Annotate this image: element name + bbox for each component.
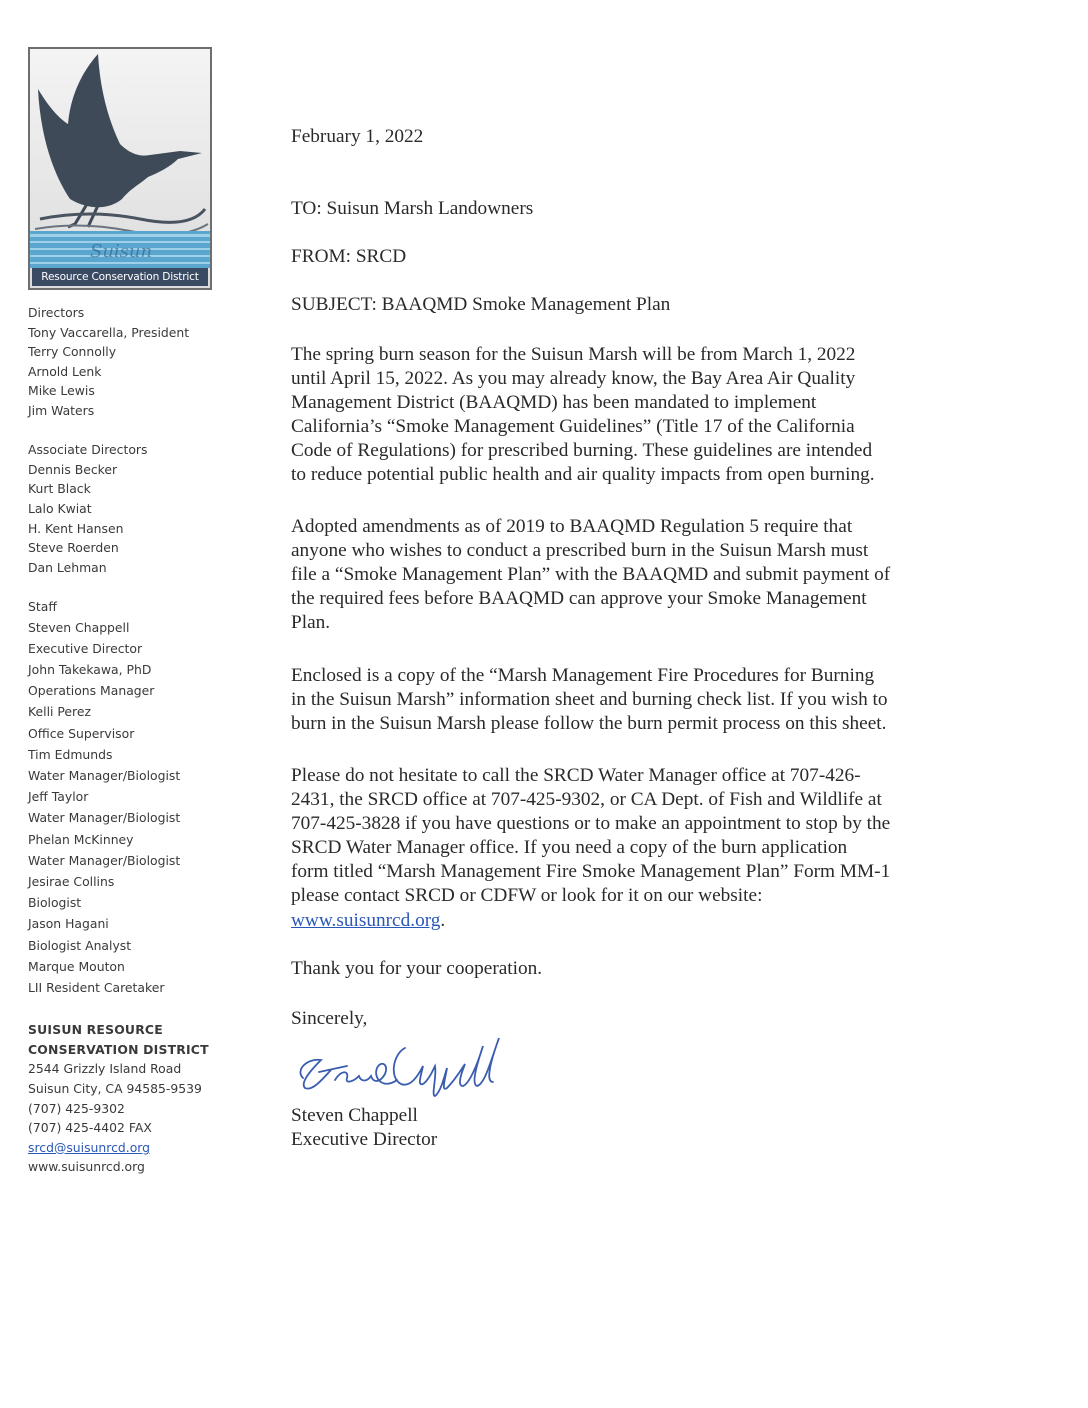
org-name-line1: SUISUN RESOURCE: [28, 1022, 163, 1038]
paragraph-burn-season: [291, 343, 961, 488]
organization-logo: [28, 47, 212, 290]
staff-line: Phelan McKinney: [28, 831, 134, 847]
directors-heading: Directors: [28, 305, 85, 320]
thank-you-line: Thank you for your cooperation.: [291, 958, 543, 979]
director-name: Terry Connolly: [28, 344, 117, 360]
paragraph-line: 2431, the SRCD office at 707-425-9302, or CA Dept. of Fish and Wildlife at: [291, 789, 882, 811]
paragraph-line: to reduce potential public health and air quality impacts from open burning.: [291, 464, 875, 486]
logo-org-name: Resource Conservation District: [32, 268, 208, 286]
letter-to: TO: Suisun Marsh Landowners: [291, 198, 534, 219]
signer-title: Executive Director: [291, 1129, 438, 1150]
sidebar: [28, 303, 228, 1177]
org-address-line1: 2544 Grizzly Island Road: [28, 1061, 182, 1077]
paragraph-line: the required fees before BAAQMD can approve your Smoke Management: [291, 588, 867, 610]
staff-line: Marque Mouton: [28, 958, 125, 974]
org-address-line2: Suisun City, CA 94585-9539: [28, 1080, 202, 1096]
letter-date: February 1, 2022: [291, 126, 424, 147]
associate-director-name: Dan Lehman: [28, 559, 107, 575]
paragraph-line: form titled “Marsh Management Fire Smoke Management Plan” Form MM-1: [291, 861, 891, 883]
website-link-period: .: [440, 909, 446, 931]
paragraph-line: file a “Smoke Management Plan” with the BAAQMD and submit payment of: [291, 564, 891, 586]
staff-line: Jeff Taylor: [28, 789, 89, 805]
logo-script-text: Suisun: [90, 241, 153, 262]
org-phone: (707) 425-9302: [28, 1100, 125, 1116]
staff-line: Jason Hagani: [28, 916, 109, 932]
paragraph-amendments: [291, 515, 961, 635]
paragraph-line: California’s “Smoke Management Guidelines” (Title 17 of the California: [291, 416, 855, 438]
associate-directors-heading: Associate Directors: [28, 442, 148, 458]
staff-heading: Staff: [28, 598, 57, 614]
associate-director-name: Steve Roerden: [28, 540, 119, 556]
staff-line: Jesirae Collins: [28, 873, 115, 889]
paragraph-line: Code of Regulations) for prescribed burning. These guidelines are intended: [291, 440, 873, 462]
paragraph-line: 707-425-3828 if you have questions or to make an appointment to stop by the: [291, 813, 891, 835]
director-name: Jim Waters: [28, 402, 95, 418]
paragraph-contact: [291, 764, 961, 933]
org-email-link[interactable]: srcd@suisunrcd.org: [28, 1139, 151, 1155]
staff-line: Water Manager/Biologist: [28, 767, 181, 783]
director-name: Arnold Lenk: [28, 363, 102, 379]
paragraph-line: SRCD Water Manager office. If you need a copy of the burn application: [291, 837, 848, 859]
staff-line: Operations Manager: [28, 683, 155, 699]
staff-line: Tim Edmunds: [28, 746, 113, 762]
paragraph-line: The spring burn season for the Suisun Marsh will be from March 1, 2022: [291, 344, 856, 365]
paragraph-line: burn in the Suisun Marsh please follow the burn permit process on this sheet.: [291, 713, 887, 735]
signer-name: Steven Chappell: [291, 1105, 418, 1126]
staff-line: Biologist Analyst: [28, 937, 132, 953]
handwritten-signature: [285, 1030, 515, 1100]
paragraph-line: Please do not hesitate to call the SRCD Water Manager office at 707-426-: [291, 765, 861, 786]
website-link[interactable]: www.suisunrcd.org: [291, 909, 441, 931]
staff-line: Executive Director: [28, 640, 143, 656]
paragraph-line: please contact SRCD or CDFW or look for it on our website:: [291, 885, 763, 907]
org-name-line2: CONSERVATION DISTRICT: [28, 1041, 209, 1057]
paragraph-enclosed: [291, 664, 961, 736]
staff-line: Water Manager/Biologist: [28, 810, 181, 826]
associate-director-name: Lalo Kwiat: [28, 500, 92, 516]
associate-director-name: Kurt Black: [28, 481, 91, 497]
paragraph-line: anyone who wishes to conduct a prescribed burn in the Suisun Marsh must: [291, 540, 869, 562]
associate-director-name: H. Kent Hansen: [28, 520, 124, 536]
closing: Sincerely,: [291, 1008, 368, 1029]
heron-logo-graphic: [30, 49, 210, 288]
staff-line: Steven Chappell: [28, 619, 130, 635]
letter-subject: SUBJECT: BAAQMD Smoke Management Plan: [291, 294, 671, 315]
staff-line: Kelli Perez: [28, 704, 91, 720]
org-fax: (707) 425-4402 FAX: [28, 1120, 152, 1136]
paragraph-line: in the Suisun Marsh” information sheet and burning check list. If you wish to: [291, 689, 888, 711]
associate-director-name: Dennis Becker: [28, 461, 118, 477]
paragraph-line: Enclosed is a copy of the “Marsh Management Fire Procedures for Burning: [291, 665, 875, 686]
staff-line: John Takekawa, PhD: [28, 661, 152, 677]
staff-line: Biologist: [28, 895, 82, 911]
paragraph-line: Adopted amendments as of 2019 to BAAQMD Regulation 5 require that: [291, 516, 853, 537]
paragraph-line: Management District (BAAQMD) has been mandated to implement: [291, 392, 817, 414]
letter-from: FROM: SRCD: [291, 246, 407, 267]
paragraph-line: until April 15, 2022. As you may already know, the Bay Area Air Quality: [291, 368, 856, 390]
staff-line: LII Resident Caretaker: [28, 979, 165, 995]
staff-line: Water Manager/Biologist: [28, 852, 181, 868]
staff-line: Office Supervisor: [28, 725, 135, 741]
director-name: Tony Vaccarella, President: [28, 324, 190, 340]
paragraph-line: Plan.: [291, 612, 331, 634]
director-name: Mike Lewis: [28, 383, 95, 399]
org-website: www.suisunrcd.org: [28, 1159, 145, 1175]
